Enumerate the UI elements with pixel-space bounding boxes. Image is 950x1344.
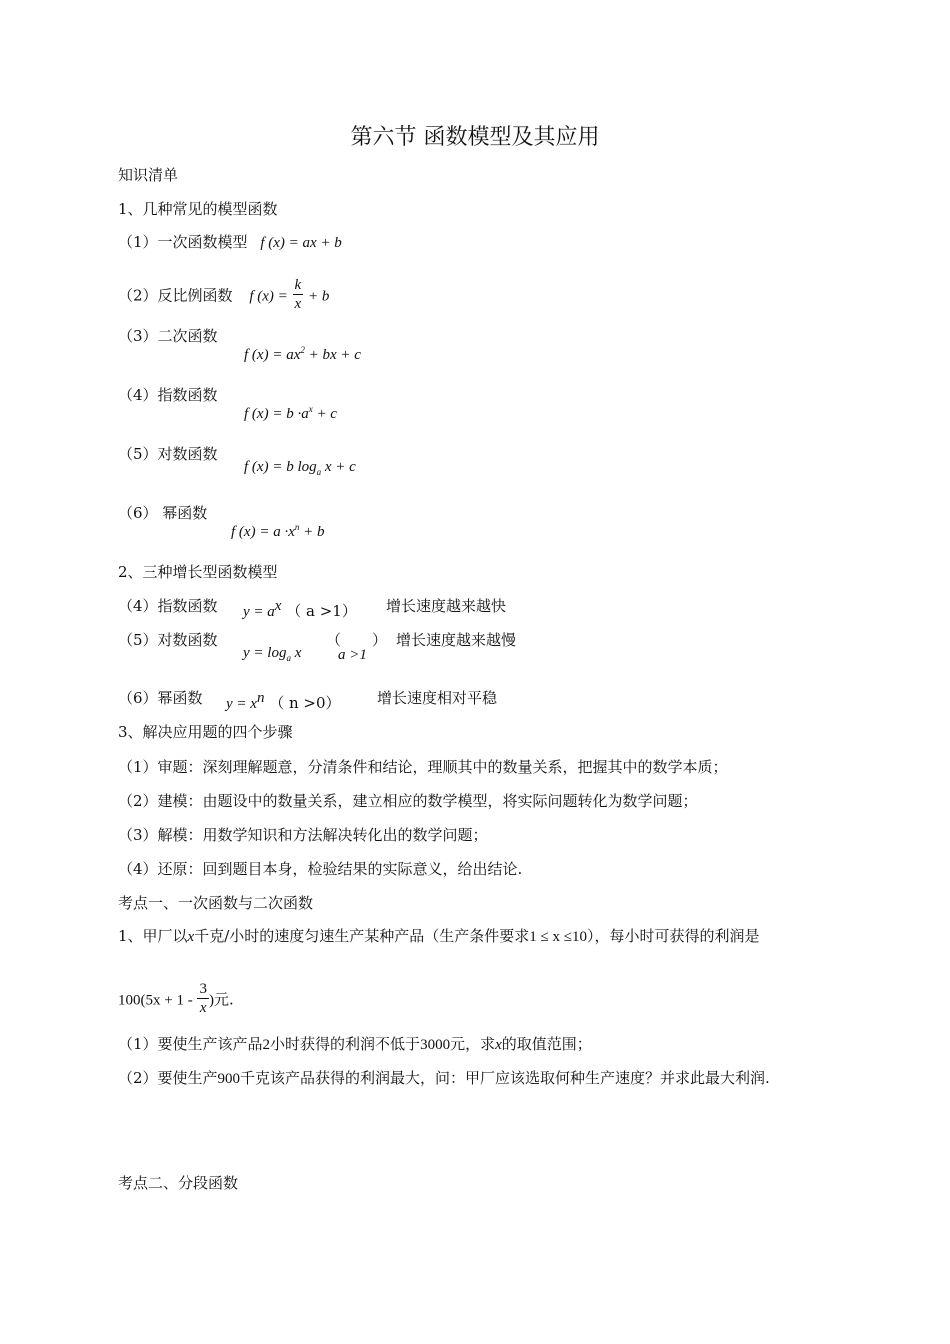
part1-item-5-formula: f (x) = b $\log_a x + c$	[244, 459, 356, 477]
part1-item-1	[118, 232, 342, 253]
section-label: 知识清单	[118, 166, 179, 184]
page-title: 第六节 函数模型及其应用	[350, 125, 600, 150]
part3-step-3: （3）解模：用数学知识和方法解决转化出的数学问题；	[118, 826, 488, 844]
part2-item-1-desc: 增长速度越来越快	[386, 597, 507, 615]
part3-step-2: （2）建模：由题设中的数量关系，建立相应的数学模型，将实际问题转化为数学问题；	[118, 792, 698, 810]
part1-item-4-formula: f $(x) = b \cdot a^x + c$	[244, 404, 337, 422]
kp1-question-2: （2）要使生产900千克该产品获得的利润最大，问：甲厂应该选取何种生产速度？并求此最大利润.	[118, 1069, 770, 1087]
part3-step-4: （4）还原：回到题目本身，检验结果的实际意义，给出结论.	[118, 860, 523, 878]
kp1-heading: 考点一、一次函数与二次函数	[118, 894, 314, 912]
part2-item-1-label: （4）指数函数	[118, 597, 218, 615]
part3-step-1: （1）审题：深刻理解题意，分清条件和结论，理顺其中的数量关系，把握其中的数学本质；	[118, 758, 728, 776]
part2-item-2-paren-open: （	[326, 631, 342, 649]
part2-item-2-paren-close: ）	[372, 631, 388, 649]
item-label: （2）反比例函数	[118, 286, 233, 305]
part2-item-3-desc: 增长速度相对平稳	[377, 689, 498, 707]
kp1-profit-formula: 100(5x + 1 - $\frac{3}{x}$ )元.	[118, 981, 234, 1016]
part1-item-2	[118, 278, 329, 315]
part1-heading: 1、几种常见的模型函数	[118, 200, 278, 218]
fraction: $\frac{k}{x}$	[294, 277, 302, 312]
part2-item-1-formula: $y = a^x$ （ a >1）	[243, 598, 357, 620]
part2-item-2-desc: 增长速度越来越慢	[396, 631, 517, 649]
part3-heading: 3、解决应用题的四个步骤	[118, 723, 293, 741]
formula: f (x) = $\frac{k}{x}$ + b	[249, 277, 330, 312]
part1-item-4-label: （4）指数函数	[118, 386, 218, 404]
formula: f (x) = ax + b	[260, 235, 342, 251]
part2-heading: 2、三种增长型函数模型	[118, 563, 278, 581]
item-label: （1）一次函数模型	[118, 233, 248, 251]
kp2-heading: 考点二、分段函数	[118, 1174, 239, 1192]
part2-item-2-formula: $y = \log_a x$	[243, 645, 302, 663]
part2-item-2-condition: a >1	[338, 647, 367, 663]
part1-item-5-label: （5）对数函数	[118, 445, 218, 463]
part2-item-3-formula: $y = x^n$ （ n >0）	[226, 690, 341, 712]
part1-item-3-formula: f $(x) = ax^2$ + bx + c	[244, 345, 361, 363]
kp1-problem: 1、甲厂以x千克/小时的速度匀速生产某种产品（生产条件要求1 ≤ x ≤10），每小时可获得的利润是	[118, 927, 760, 945]
part1-item-6-label: （6） 幂函数	[118, 504, 208, 522]
kp1-question-1: （1）要使生产该产品2小时获得的利润不低于3000元，求x的取值范围；	[118, 1035, 592, 1053]
part1-item-3-label: （3）二次函数	[118, 327, 218, 345]
profit-fraction: $\frac{3}{x}$	[199, 981, 207, 1016]
part1-item-6-formula: f $(x) = a \cdot x^n + b$	[231, 522, 325, 540]
part2-item-3-label: （6）幂函数	[118, 689, 203, 707]
part2-item-2-label: （5）对数函数	[118, 631, 218, 649]
